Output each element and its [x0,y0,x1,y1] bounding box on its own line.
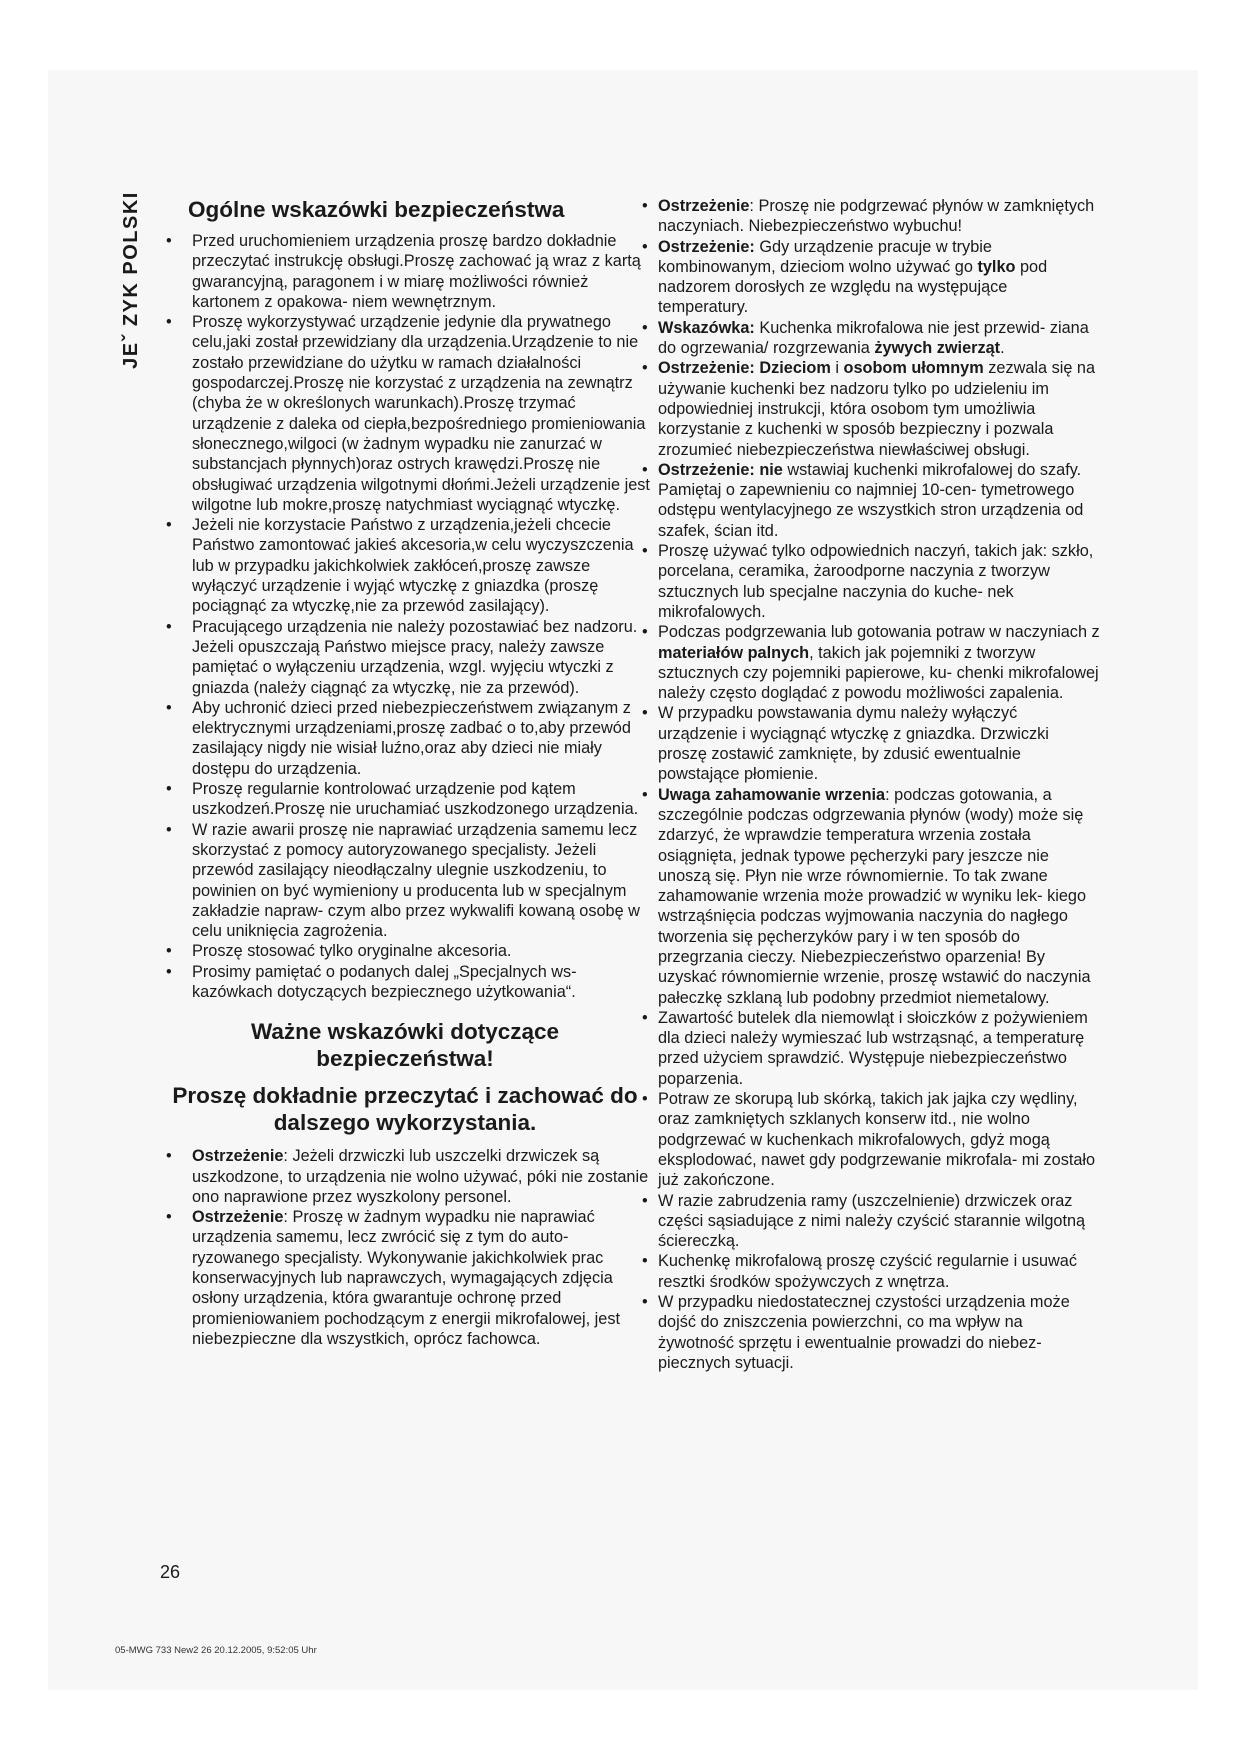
list-item: • Proszę używać tylko odpowiednich naczyń, takich jak: szkło, porcelana, ceramika, żaroodporne naczynia z tworzyw sztucznych lub specjalne naczynia do kuche- nek mikrofalowych. [640,541,1100,622]
list-item: • W przypadku niedostatecznej czystości urządzenia może dojść do zniszczenia powierzchni, co ma wpływ na żywotność sprzętu i ewentualnie prowadzi do niebez- piecznych sytuacji. [640,1292,1100,1373]
list-item: • Ostrzeżenie: nie wstawiaj kuchenki mikrofalowej do szafy. Pamiętaj o zapewnieniu co najmniej 10-cen- tymetrowego odstępu wentylacyjnego ze wszystkich stron urządzenia od szafek, ścian itd. [640,460,1100,541]
list-item: • Uwaga zahamowanie wrzenia: podczas gotowania, a szczególnie podczas odgrzewania płynów (wody) może się zdarzyć, że wprawdzie temperatura wrzenia została osiągnięta, jednak typowe pęcherzyki pary jeszcze nie unoszą się. Płyn nie wrze równomiernie. To tak zwane zahamowanie wrzenia może prowadzić w wyniku lek- kiego wstrząśnięcia podczas wyjmowania naczynia do nagłego tworzenia się pęcherzyków pary i w ten sposób do przegrzania cieczy. Niebezpieczeństwo oparzenia! By uzyskać równomiernie wrzenie, proszę wstawić do naczynia pałeczkę szklaną lub podobny przedmiot niemetalowy. [640,785,1100,1008]
list-item: • W przypadku powstawania dymu należy wyłączyć urządzenie i wyciągnąć wtyczkę z gniazdka. Drzwiczki proszę zostawić zamknięte, by zdusić ewentualnie powstające płomienie. [640,703,1100,784]
list-item: • Aby uchronić dzieci przed niebezpieczeństwem związanym z elektrycznymi urządzeniami,proszę zadbać o to,aby przewód zasilający nigdy nie wisiał luźno,oraz aby dzieci nie miały dostępu do urządzenia. [160,698,650,779]
list-item: • W razie awarii proszę nie naprawiać urządzenia samemu lecz skorzystać z pomocy autoryzowanego specjalisty. Jeżeli przewód zasilający nieodłączalny ulegnie uszkodzeniu, to powinien on być wymieniony u producenta lub w specjalnym zakładzie napraw- czym albo przez wykwalifi kowaną osobę w celu uniknięcia zagrożenia. [160,820,650,942]
general-safety-list [160,231,650,1002]
warnings-right-list [640,196,1100,1373]
list-item: • Przed uruchomieniem urządzenia proszę bardzo dokładnie przeczytać instrukcję obsługi.Proszę zachować ją wraz z kartą gwarancyjną, paragonem i w miarę możliwości również kartonem z opakowa- niem wewnętrznym. [160,231,650,312]
list-item: • Proszę wykorzystywać urządzenie jedynie dla prywatnego celu,jaki został przewidziany dla urządzenia.Urządzenie to nie zostało przewidziane do użytku w ramach działalności gospodarczej.Proszę nie korzystać z urządzenia na zewnątrz (chyba że w określonych warunkach).Proszę trzymać urządzenie z daleka od ciepła,bezpośredniego promieniowania słonecznego,wilgoci (w żadnym wypadku nie zanurzać w substancjach płynnych)oraz ostrych krawędzi.Proszę nie obsługiwać urządzenia wilgotnymi dłońmi.Jeżeli urządzenie jest wilgotne lub mokre,proszę natychmiast wyciągnąć wtyczkę. [160,312,650,515]
heading-important-safety: Ważne wskazówki dotyczące bezpieczeństwa! [250,1019,560,1072]
list-item: • Pracującego urządzenia nie należy pozostawiać bez nadzoru. Jeżeli opuszczają Państwo miejsce pracy, należy zawsze pamiętać o wyłączeniu urządzenia, wzgl. wyjęciu wtyczki z gniazda (należy ciągnąć za wtyczkę, nie za przewód). [160,617,650,698]
list-item: • Ostrzeżenie: Proszę nie podgrzewać płynów w zamkniętych naczyniach. Niebezpieczeństwo wybuchu! [640,196,1100,237]
list-item: • Ostrzeżenie: Gdy urządzenie pracuje w trybie kombinowanym, dzieciom wolno używać go tylko pod nadzorem dorosłych ze względu na występujące temperatury. [640,237,1100,318]
page-number: 26 [160,1562,181,1582]
print-footer: 05-MWG 733 New2 26 20.12.2005, 9:52:05 Uhr [115,1645,317,1656]
list-item: • Podczas podgrzewania lub gotowania potraw w naczyniach z materiałów palnych, takich jak pojemniki z tworzyw sztucznych czy pojemniki papierowe, ku- chenki mikrofalowej należy często doglądać z powodu możliwości zapalenia. [640,622,1100,703]
list-item: • W razie zabrudzenia ramy (uszczelnienie) drzwiczek oraz części sąsiadujące z nimi należy czyścić starannie wilgotną ściereczką. [640,1191,1100,1252]
left-column [160,196,650,1349]
right-column [640,196,1100,1373]
list-item: • Proszę regularnie kontrolować urządzenie pod kątem uszkodzeń.Proszę nie uruchamiać uszkodzonego urządzenia. [160,779,650,820]
list-item: • Prosimy pamiętać o podanych dalej „Specjalnych ws- kazówkach dotyczących bezpiecznego użytkowania“. [160,962,650,1003]
list-item: • Ostrzeżenie: Dzieciom i osobom ułomnym zezwala się na używanie kuchenki bez nadzoru tylko po udzieleniu im odpowiedniej instrukcji, która osobom tym umożliwia korzystanie z kuchenki w sposób bezpieczny i pozwala zrozumieć niebezpieczeństwa niewłaściwej obsługi. [640,358,1100,459]
list-item: • Potraw ze skorupą lub skórką, takich jak jajka czy wędliny, oraz zamkniętych szklanych konserw itd., nie wolno podgrzewać w kuchenkach mikrofalowych, gdyż mogą eksplodować, nawet gdy podgrzewanie mikrofala- mi zostało już zakończone. [640,1089,1100,1190]
list-item: • Jeżeli nie korzystacie Państwo z urządzenia,jeżeli chcecie Państwo zamontować jakieś akcesoria,w celu wyczyszczenia lub w przypadku jakichkolwiek zakłóceń,proszę zawsze wyłączyć urządzenie i wyjąć wtyczkę z gniazdka (proszę pociągnąć za wtyczkę,nie za przewód zasilający). [160,515,650,616]
list-item: • Wskazówka: Kuchenka mikrofalowa nie jest przewid- ziana do ogrzewania/ rozgrzewania żywych zwierząt. [640,318,1100,359]
warnings-left-list [160,1146,650,1349]
list-item: • Ostrzeżenie: Proszę w żadnym wypadku nie naprawiać urządzenia samemu, lecz zwrócić się z tym do auto- ryzowanego specjalisty. Wykonywanie jakichkolwiek prac konserwacyjnych lub naprawczych, wymagających zdjęcia osłony urządzenia, która gwarantuje ochronę przed promieniowaniem pochodzącym z energii mikrofalowej, jest niebezpieczne dla wszystkich, oprócz fachowca. [160,1207,650,1349]
list-item: • Kuchenkę mikrofalową proszę czyścić regularnie i usuwać resztki środków spożywczych z wnętrza. [640,1251,1100,1292]
heading-general-safety: Ogólne wskazówki bezpieczeństwa [188,197,565,222]
list-item: • Proszę stosować tylko oryginalne akcesoria. [160,941,650,961]
list-item: • Ostrzeżenie: Jeżeli drzwiczki lub uszczelki drzwiczek są uszkodzone, to urządzenia nie wolno używać, póki nie zostanie ono naprawione przez wyszkolony personel. [160,1146,650,1207]
language-side-label: JEˇ ZYK POLSKI [120,191,142,369]
list-item: • Zawartość butelek dla niemowląt i słoiczków z pożywieniem dla dzieci należy wymieszać lub wstrząsnąć, a temperaturę przed użyciem sprawdzić. Występuje niebezpieczeństwo poparzenia. [640,1008,1100,1089]
heading-read-carefully: Proszę dokładnie przeczytać i zachować do dalszego wykorzystania. [172,1083,638,1136]
